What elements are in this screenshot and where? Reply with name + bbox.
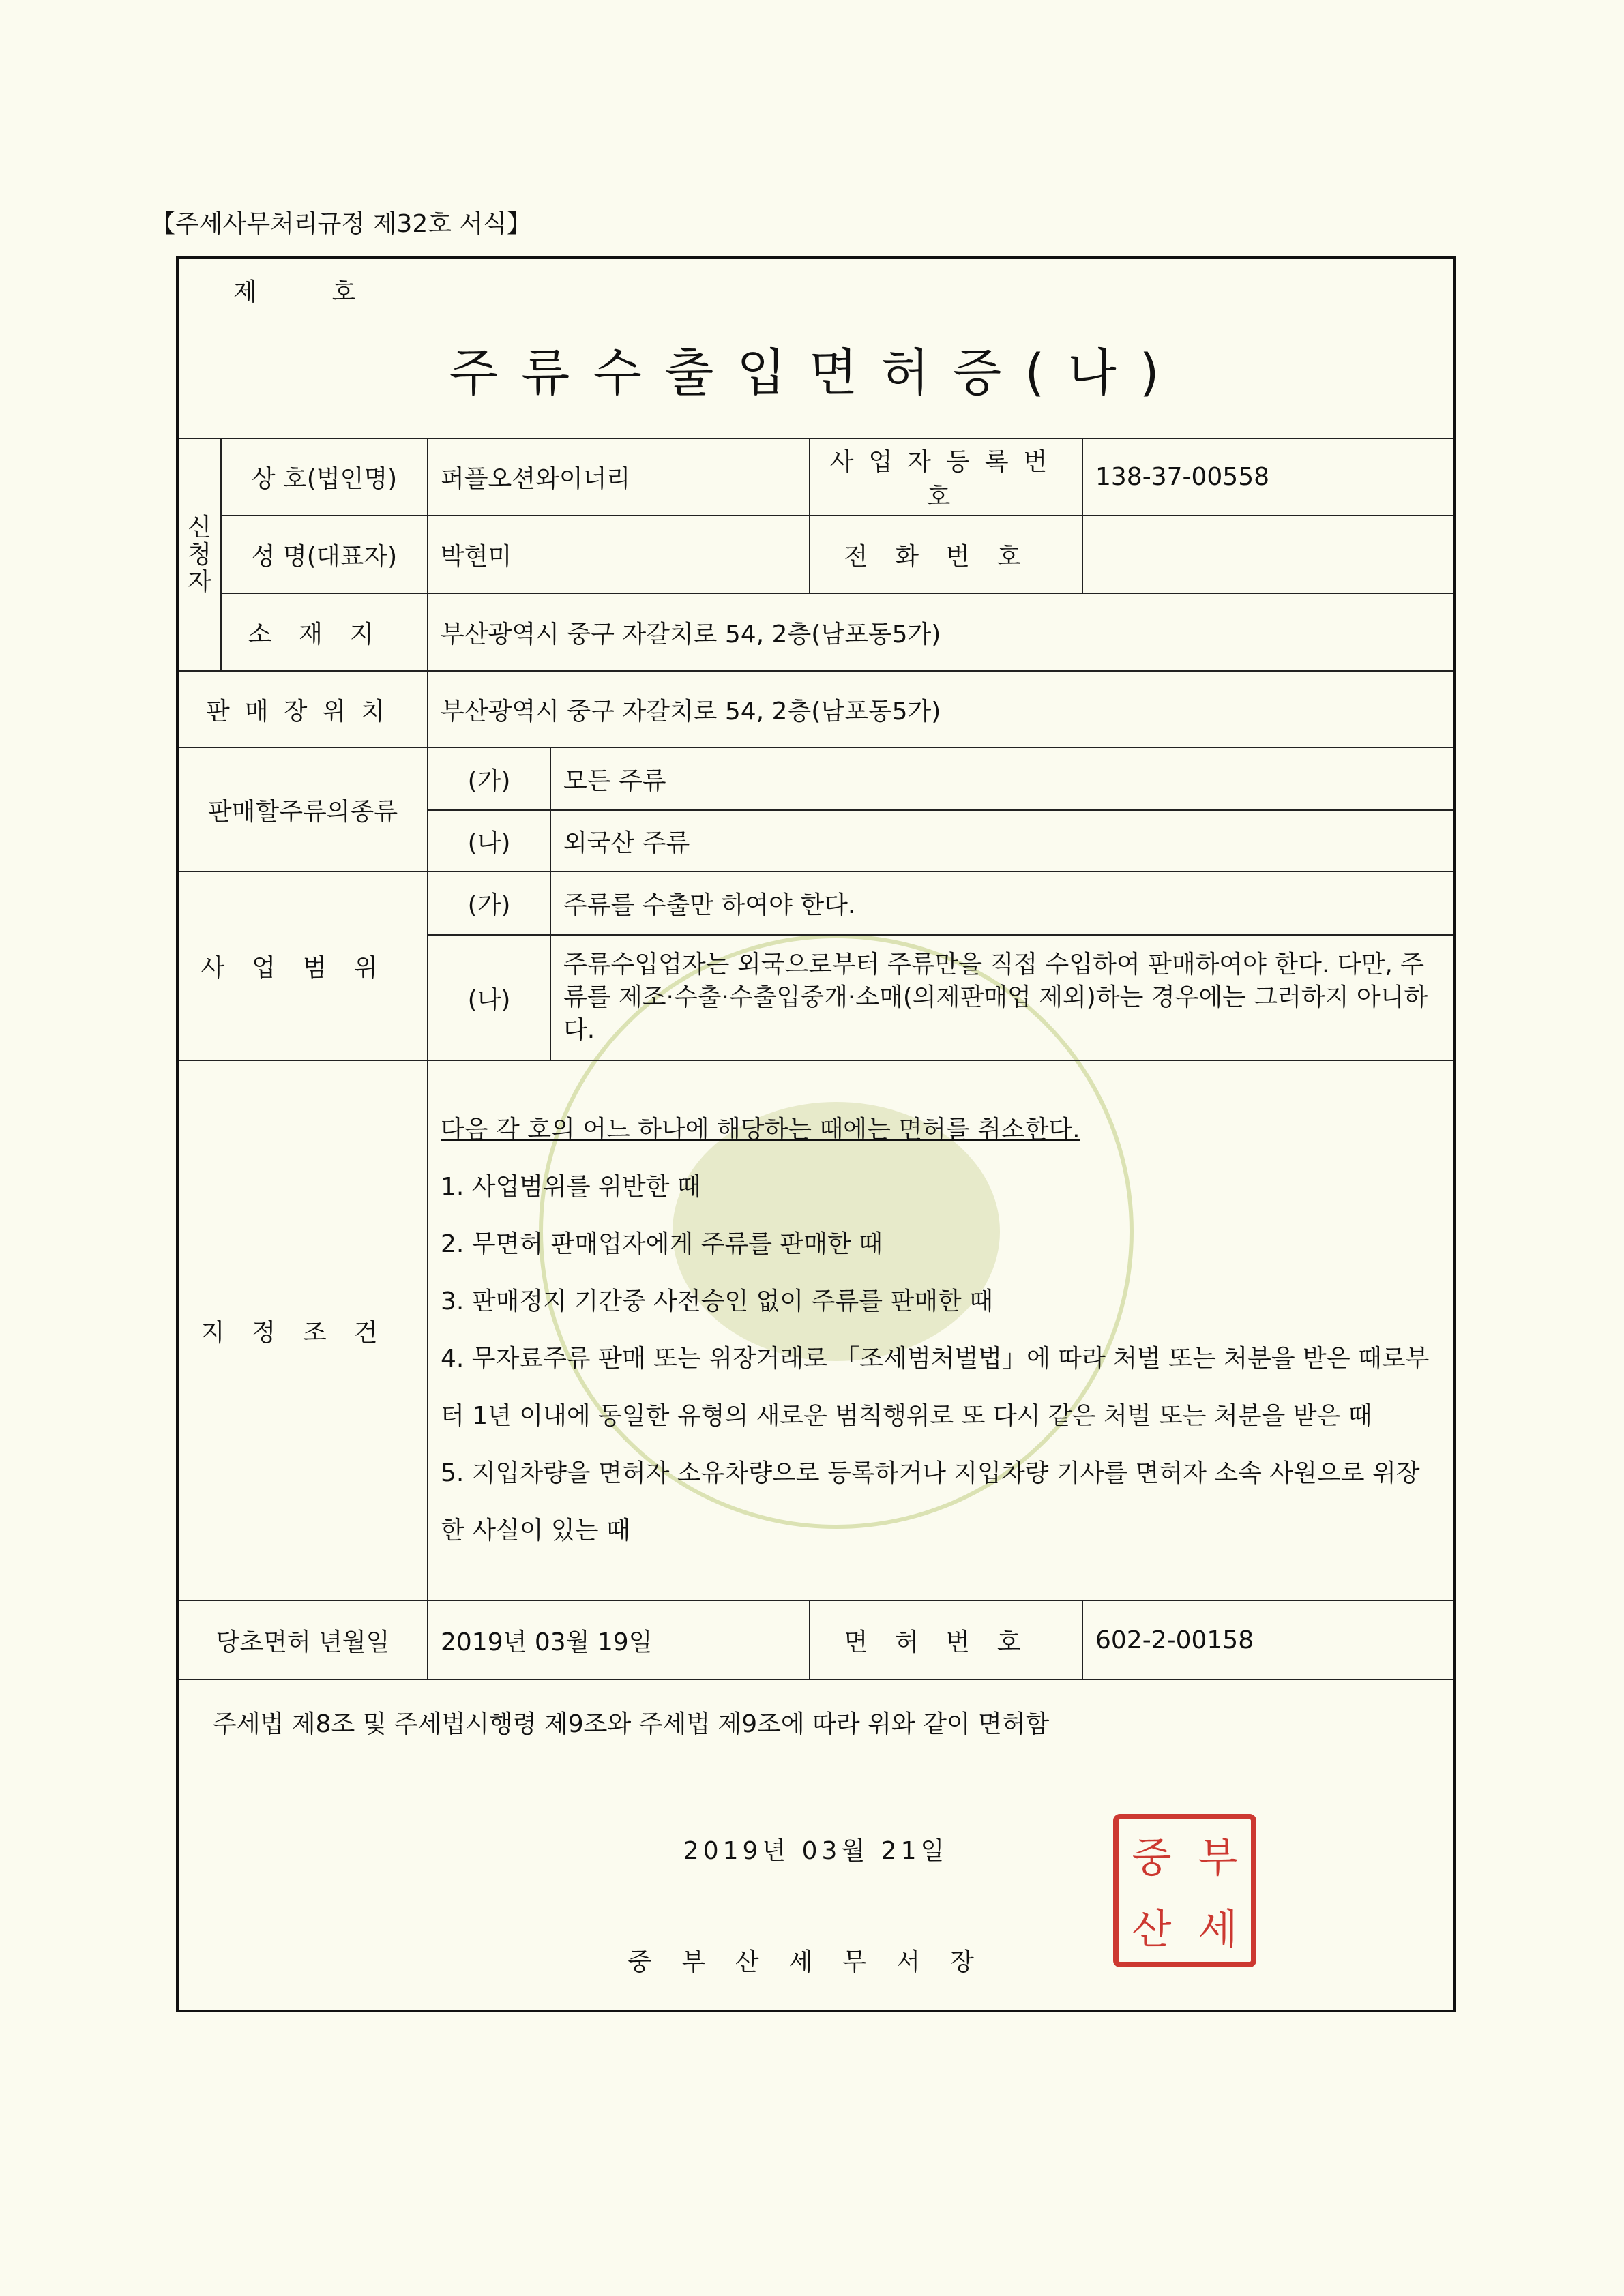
store-value: 부산광역시 중구 자갈치로 54, 2층(남포동5가) <box>428 671 1454 747</box>
liquor-type-mark: (나) <box>428 810 550 871</box>
orig-date-label: 당초면허 년월일 <box>177 1600 428 1680</box>
condition-item: 5. 지입차량을 면허자 소유차량으로 등록하거나 지입차량 기사를 면허자 소속 사원으로 위장한 사실이 있는 때 <box>441 1459 1420 1545</box>
title-cell <box>177 258 1454 438</box>
form-reference: 【주세사무처리규정 제32호 서식】 <box>151 210 532 238</box>
biz-reg-value: 138-37-00558 <box>1082 438 1454 516</box>
footer-cell <box>177 1680 1454 2011</box>
scope-mark: (나) <box>428 935 550 1060</box>
address-value: 부산광역시 중구 자갈치로 54, 2층(남포동5가) <box>428 593 1454 671</box>
issue-date: 2019년 03월 21일 <box>683 1837 949 1865</box>
conditions-label: 지정조건 <box>177 1060 428 1600</box>
condition-item: 2. 무면허 판매업자에게 주류를 판매한 때 <box>441 1230 883 1258</box>
number-field: 제 호 <box>233 278 356 306</box>
applicant-label-cell <box>177 438 221 671</box>
liquor-type-value: 외국산 주류 <box>550 810 1454 871</box>
condition-item: 4. 무자료주류 판매 또는 위장거래로 「조세범처벌법」에 따라 처벌 또는 처분을 받은 때로부터 1년 이내에 동일한 유형의 새로운 범칙행위로 또 다시 같은 처벌 또는 처분을 받은 때 <box>441 1345 1430 1430</box>
liquor-type-label: 판매할주류의종류 <box>177 747 428 871</box>
trade-name-value: 퍼플오션와이너리 <box>428 438 810 516</box>
scope-value: 주류수입업자는 외국으로부터 주류만을 직접 수입하여 판매하여야 한다. 다만, 주류를 제조·수출·수출입중개·소매(의제판매업 제외)하는 경우에는 그러하지 아니하다. <box>550 935 1454 1060</box>
phone-value <box>1082 516 1454 593</box>
condition-item: 3. 판매정지 기간중 사전승인 없이 주류를 판매한 때 <box>441 1287 993 1315</box>
issuing-office: 중부산세무서장 <box>628 1948 1004 1976</box>
trade-name-label: 상 호(법인명) <box>221 438 428 516</box>
license-no-label: 면허번호 <box>810 1600 1082 1680</box>
condition-item: 1. 사업범위를 위반한 때 <box>441 1173 701 1201</box>
biz-reg-label: 사업자등록번호 <box>810 438 1082 516</box>
orig-date-value: 2019년 03월 19일 <box>428 1600 810 1680</box>
scope-mark: (가) <box>428 871 550 935</box>
scope-label: 사업범위 <box>177 871 428 1060</box>
license-table <box>176 256 1456 2012</box>
name-label: 성 명(대표자) <box>221 516 428 593</box>
scope-value: 주류를 수출만 하여야 한다. <box>550 871 1454 935</box>
address-label: 소재지 <box>221 593 428 671</box>
liquor-type-value: 모든 주류 <box>550 747 1454 810</box>
document-title: 주류수출입면허증(나) <box>449 344 1183 402</box>
law-text: 주세법 제8조 및 주세법시행령 제9조와 주세법 제9조에 따라 위와 같이 면허함 <box>213 1710 1050 1738</box>
applicant-label: 신청자 <box>188 513 211 596</box>
official-seal: 중 부 산 세 <box>1113 1814 1256 1967</box>
phone-label: 전화번호 <box>810 516 1082 593</box>
conditions-content <box>428 1060 1454 1600</box>
liquor-type-mark: (가) <box>428 747 550 810</box>
license-no-value: 602-2-00158 <box>1082 1600 1454 1680</box>
store-label: 판매장위치 <box>177 671 428 747</box>
name-value: 박현미 <box>428 516 810 593</box>
conditions-intro: 다음 각 호의 어느 하나에 해당하는 때에는 면허를 취소한다. <box>441 1116 1080 1144</box>
